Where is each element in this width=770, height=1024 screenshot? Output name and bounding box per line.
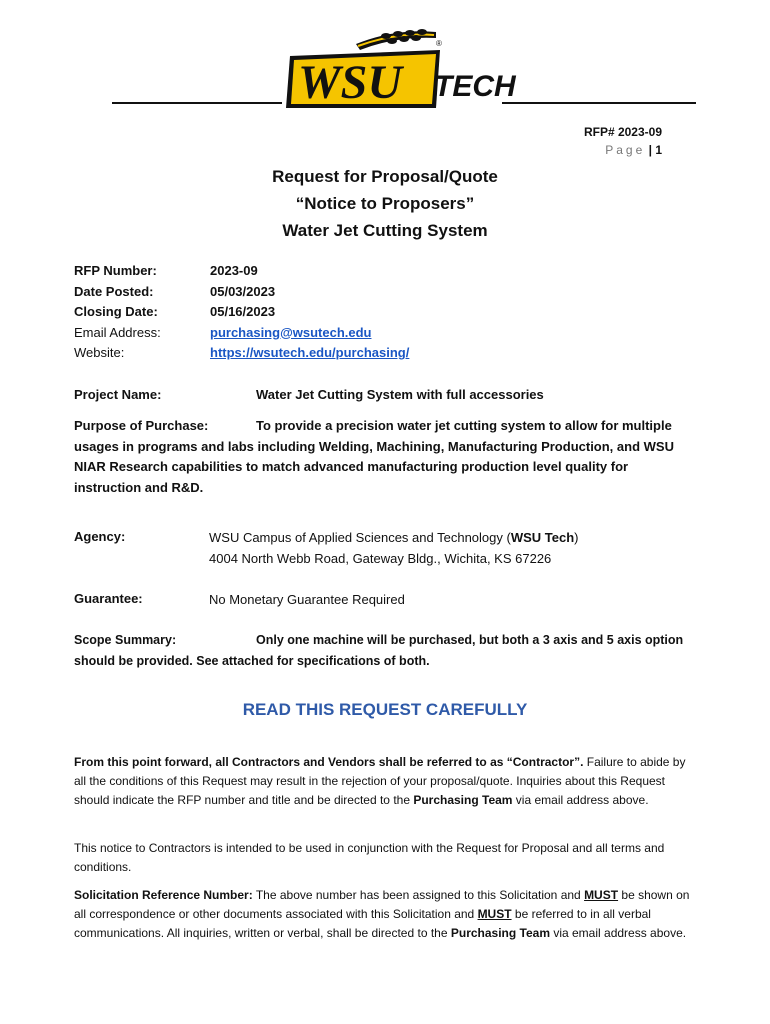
svg-text:TECH: TECH (434, 70, 516, 103)
agency-line-1: WSU Campus of Applied Sciences and Technology (WSU Tech) (209, 530, 579, 545)
info-label: Date Posted: (74, 283, 154, 299)
scope-first-line: Only one machine will be purchased, but both a 3 axis and 5 axis option (256, 633, 684, 647)
purpose-line-4: instruction and R&D. (74, 479, 204, 495)
info-row-date-posted (74, 284, 409, 305)
purpose-label: Purpose of Purchase: (74, 418, 209, 433)
info-row-website (74, 345, 409, 366)
info-row-closing-date (74, 304, 409, 325)
rfp-info-table (74, 263, 409, 366)
agency-line-2: 4004 North Webb Road, Gateway Bldg., Wichita, KS 67226 (209, 551, 552, 566)
title-line-3: Water Jet Cutting System (282, 221, 488, 240)
info-label: RFP Number: (74, 263, 157, 278)
header-rule-left (112, 102, 282, 104)
notice-paragraph: This notice to Contractors is intended to be used in conjunction with the Request for Proposal and all terms and conditions. (74, 841, 665, 874)
agency-label: Agency: (74, 529, 126, 544)
scope-summary (74, 630, 696, 671)
info-value: 05/03/2023 (210, 283, 276, 299)
purpose-first-line: To provide a precision water jet cutting system to allow for multiple (256, 418, 672, 433)
info-label: Website: (74, 345, 125, 360)
document-title (0, 163, 770, 244)
project-name-row (74, 385, 696, 406)
svg-text:WSU: WSU (298, 56, 403, 109)
info-row-rfp-number (74, 263, 409, 284)
website-link[interactable]: https://wsutech.edu/purchasing/ (210, 345, 410, 360)
purpose-line-2: usages in programs and labs including Welding, Machining, Manufacturing Production, and WSU (74, 438, 674, 454)
agency-address (209, 527, 578, 569)
purpose-line-3: NIAR Research capabilities to match advanced manufacturing production level quality for (74, 459, 629, 474)
scope-label: Scope Summary: (74, 633, 177, 647)
page-number: 1 (655, 143, 662, 157)
purpose-paragraph (74, 416, 696, 498)
email-link[interactable]: purchasing@wsutech.edu (210, 324, 372, 340)
solicitation-paragraph: Solicitation Reference Number: The above number has been assigned to this Solicitation and MUST be shown on all correspondence or other documents associated with this Solicitation and MUST be referred to in all verbal communications. All inquiries, written or verbal, shall be directed to the Purchasing Team via email address above. (74, 888, 690, 940)
page-separator: | (645, 143, 656, 157)
project-label: Project Name: (74, 387, 162, 402)
title-line-1: Request for Proposal/Quote (272, 167, 498, 186)
info-label: Email Address: (74, 324, 161, 340)
guarantee-value: No Monetary Guarantee Required (209, 592, 405, 607)
project-value: Water Jet Cutting System with full accessories (256, 387, 544, 402)
title-line-2: “Notice to Proposers” (295, 194, 475, 213)
header-rule-right (502, 102, 696, 104)
svg-text:®: ® (436, 39, 442, 48)
guarantee-label: Guarantee: (74, 591, 143, 606)
scope-line-2: should be provided. See attached for specifications of both. (74, 653, 430, 668)
info-value: 05/16/2023 (210, 304, 276, 319)
page-word: Page (605, 143, 646, 157)
rfp-number-tag: RFP# 2023-09 (583, 125, 662, 139)
wheat-icon (356, 29, 436, 50)
info-value: 2023-09 (210, 263, 258, 278)
header-logo-area (0, 20, 770, 110)
info-row-email (74, 325, 409, 346)
page-number-tag (605, 143, 662, 157)
read-carefully-heading: READ THIS REQUEST CAREFULLY (242, 700, 528, 719)
contractor-paragraph: From this point forward, all Contractors and Vendors shall be referred to as “Contractor”. Failure to abide by all the conditions of this Request may result in the rejection of your proposal/quote. Inquiries about this Request should indicate the RFP number and title and be directed to the Purchasing Team via email address above. (74, 755, 686, 807)
wsu-tech-logo (286, 22, 516, 112)
info-label: Closing Date: (74, 304, 158, 319)
